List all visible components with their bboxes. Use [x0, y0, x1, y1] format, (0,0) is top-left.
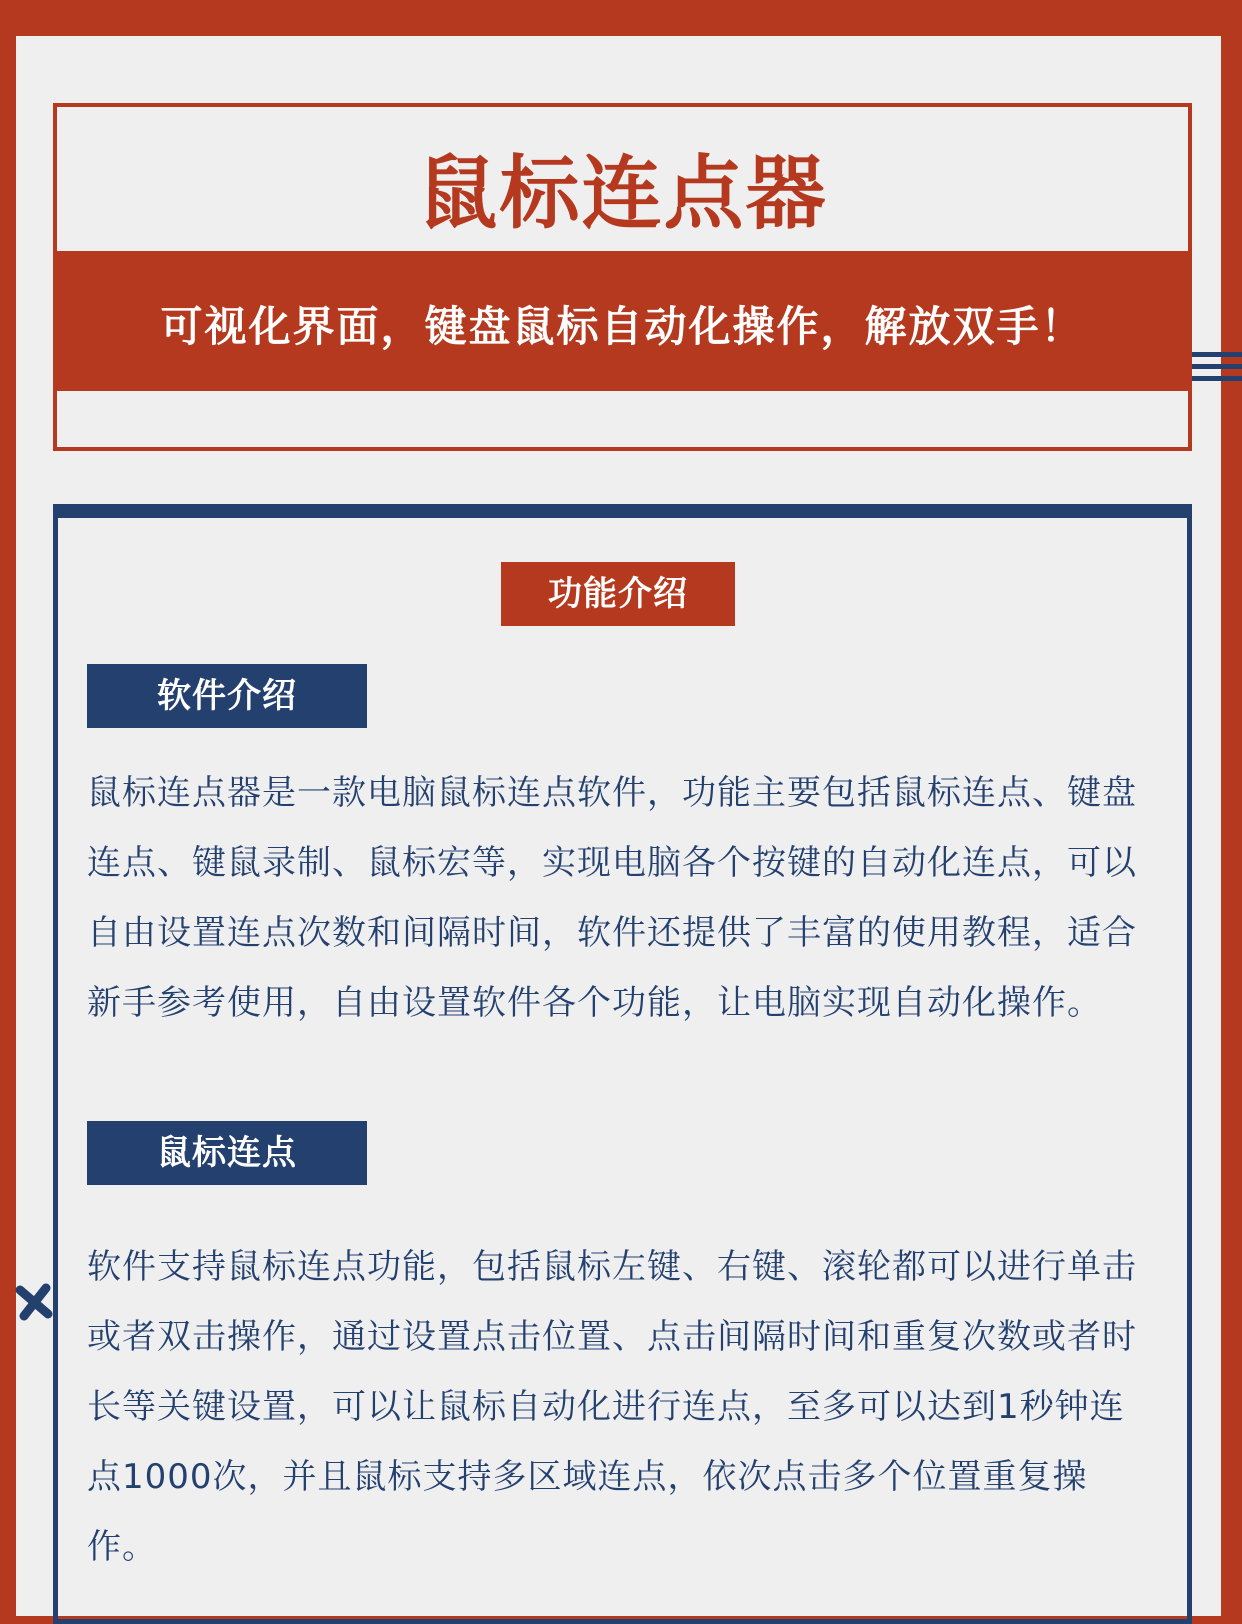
section-label: 功能介绍: [501, 562, 735, 626]
subtitle-band: [57, 251, 1188, 391]
section-heading-mouse-click: 鼠标连点: [87, 1121, 367, 1185]
decorative-stripes: [1192, 352, 1242, 392]
section-body-intro: 鼠标连点器是一款电脑鼠标连点软件，功能主要包括鼠标连点、键盘连点、键鼠录制、鼠标宏等，实现电脑各个按键的自动化连点，可以自由设置连点次数和间隔时间，软件还提供了丰富的使用教程，适合新手参考使用，自由设置软件各个功能，让电脑实现自动化操作。: [87, 773, 1137, 1023]
header-banner: [53, 103, 1192, 451]
section-body-mouse-click: 软件支持鼠标连点功能，包括鼠标左键、右键、滚轮都可以进行单击或者双击操作，通过设置点击位置、点击间隔时间和重复次数或者时长等关键设置，可以让鼠标自动化进行连点，至多可以达到1秒钟连点1000次，并且鼠标支持多区域连点，依次点击多个位置重复操作。: [87, 1247, 1137, 1567]
page-title: 鼠标连点器: [417, 147, 828, 240]
page-subtitle: 可视化界面，键盘鼠标自动化操作，解放双手！: [160, 302, 1085, 351]
cross-icon: [14, 1282, 54, 1322]
feature-panel: [53, 504, 1192, 1624]
section-heading-intro: 软件介绍: [87, 664, 367, 728]
